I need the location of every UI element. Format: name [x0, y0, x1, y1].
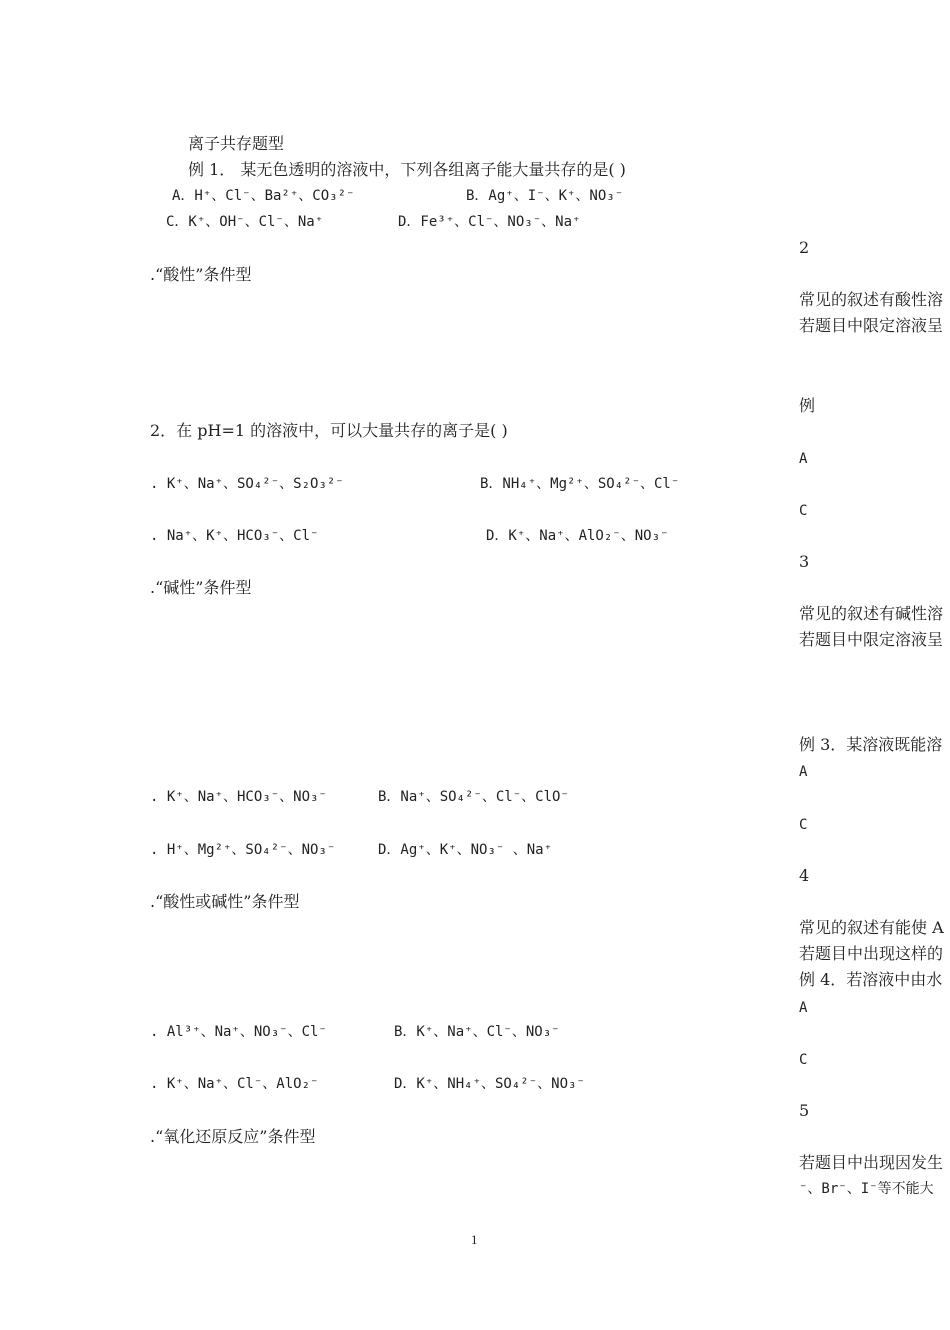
- right-col-line: C: [799, 503, 808, 519]
- example-4-option-b: B．K⁺、Na⁺、Cl⁻、NO₃⁻: [394, 1024, 560, 1040]
- section-acid-heading: .“酸性”条件型: [150, 265, 252, 284]
- right-col-line: A: [799, 451, 808, 467]
- example-1-option-b: B．Ag⁺、I⁻、K⁺、NO₃⁻: [466, 188, 624, 204]
- right-col-line: C: [799, 1052, 808, 1068]
- section-redox-heading: .“氧化还原反应”条件型: [150, 1127, 316, 1146]
- section-acid-or-base-heading: .“酸性或碱性”条件型: [150, 892, 300, 911]
- example-2-option-c: . Na⁺、K⁺、HCO₃⁻、Cl⁻: [150, 528, 319, 544]
- example-2-option-a: . K⁺、Na⁺、SO₄²⁻、S₂O₃²⁻: [150, 476, 344, 492]
- example-1-option-a: A．H⁺、Cl⁻、Ba²⁺、CO₃²⁻: [172, 188, 355, 204]
- right-col-line: A: [799, 764, 808, 780]
- right-col-line: 常见的叙述有碱性溶: [799, 604, 944, 623]
- right-col-line: 5: [799, 1101, 810, 1120]
- right-col-line: 3: [799, 552, 810, 571]
- example-1-option-d: D．Fe³⁺、Cl⁻、NO₃⁻、Na⁺: [398, 214, 581, 230]
- right-col-line: 常见的叙述有酸性溶: [799, 290, 944, 309]
- right-col-line: A: [799, 1000, 808, 1016]
- right-col-line: 例 3．某溶液既能溶: [799, 735, 943, 754]
- example-4-option-d: D．K⁺、NH₄⁺、SO₄²⁻、NO₃⁻: [394, 1076, 585, 1092]
- right-col-line: 例: [799, 396, 816, 415]
- document-heading: 离子共存题型: [188, 134, 285, 153]
- right-col-line: 若题目中限定溶液呈: [799, 630, 944, 649]
- page-number: 1: [471, 1232, 478, 1247]
- example-3-option-b: B．Na⁺、SO₄²⁻、Cl⁻、ClO⁻: [378, 789, 569, 805]
- example-1-stem: 例 1． 某无色透明的溶液中，下列各组离子能大量共存的是( ): [188, 160, 626, 179]
- right-col-line: 4: [799, 866, 810, 885]
- right-col-line: 常见的叙述有能使 A: [799, 918, 944, 937]
- right-col-line: C: [799, 817, 808, 833]
- example-4-option-a: . Al³⁺、Na⁺、NO₃⁻、Cl⁻: [150, 1024, 327, 1040]
- section-base-heading: .“碱性”条件型: [150, 578, 252, 597]
- right-col-line: ⁻、Br⁻、I⁻等不能大: [799, 1181, 934, 1197]
- right-col-line: 若题目中限定溶液呈: [799, 316, 944, 335]
- example-4-option-c: . K⁺、Na⁺、Cl⁻、AlO₂⁻: [150, 1076, 319, 1092]
- right-col-line: 若题目中出现因发生: [799, 1153, 944, 1172]
- example-1-option-c: C．K⁺、OH⁻、Cl⁻、Na⁺: [166, 214, 324, 230]
- right-col-line: 例 4．若溶液中由水: [799, 970, 943, 989]
- example-3-option-d: D．Ag⁺、K⁺、NO₃⁻ 、Na⁺: [378, 842, 553, 858]
- example-2-stem: 2．在 pH=1 的溶液中，可以大量共存的离子是( ): [150, 421, 508, 440]
- example-2-option-d: D．K⁺、Na⁺、AlO₂⁻、NO₃⁻: [486, 528, 669, 544]
- right-col-line: 2: [799, 238, 810, 257]
- example-3-option-a: . K⁺、Na⁺、HCO₃⁻、NO₃⁻: [150, 789, 327, 805]
- example-2-option-b: B．NH₄⁺、Mg²⁺、SO₄²⁻、Cl⁻: [480, 476, 680, 492]
- example-3-option-c: . H⁺、Mg²⁺、SO₄²⁻、NO₃⁻: [150, 842, 336, 858]
- right-col-line: 若题目中出现这样的: [799, 944, 944, 963]
